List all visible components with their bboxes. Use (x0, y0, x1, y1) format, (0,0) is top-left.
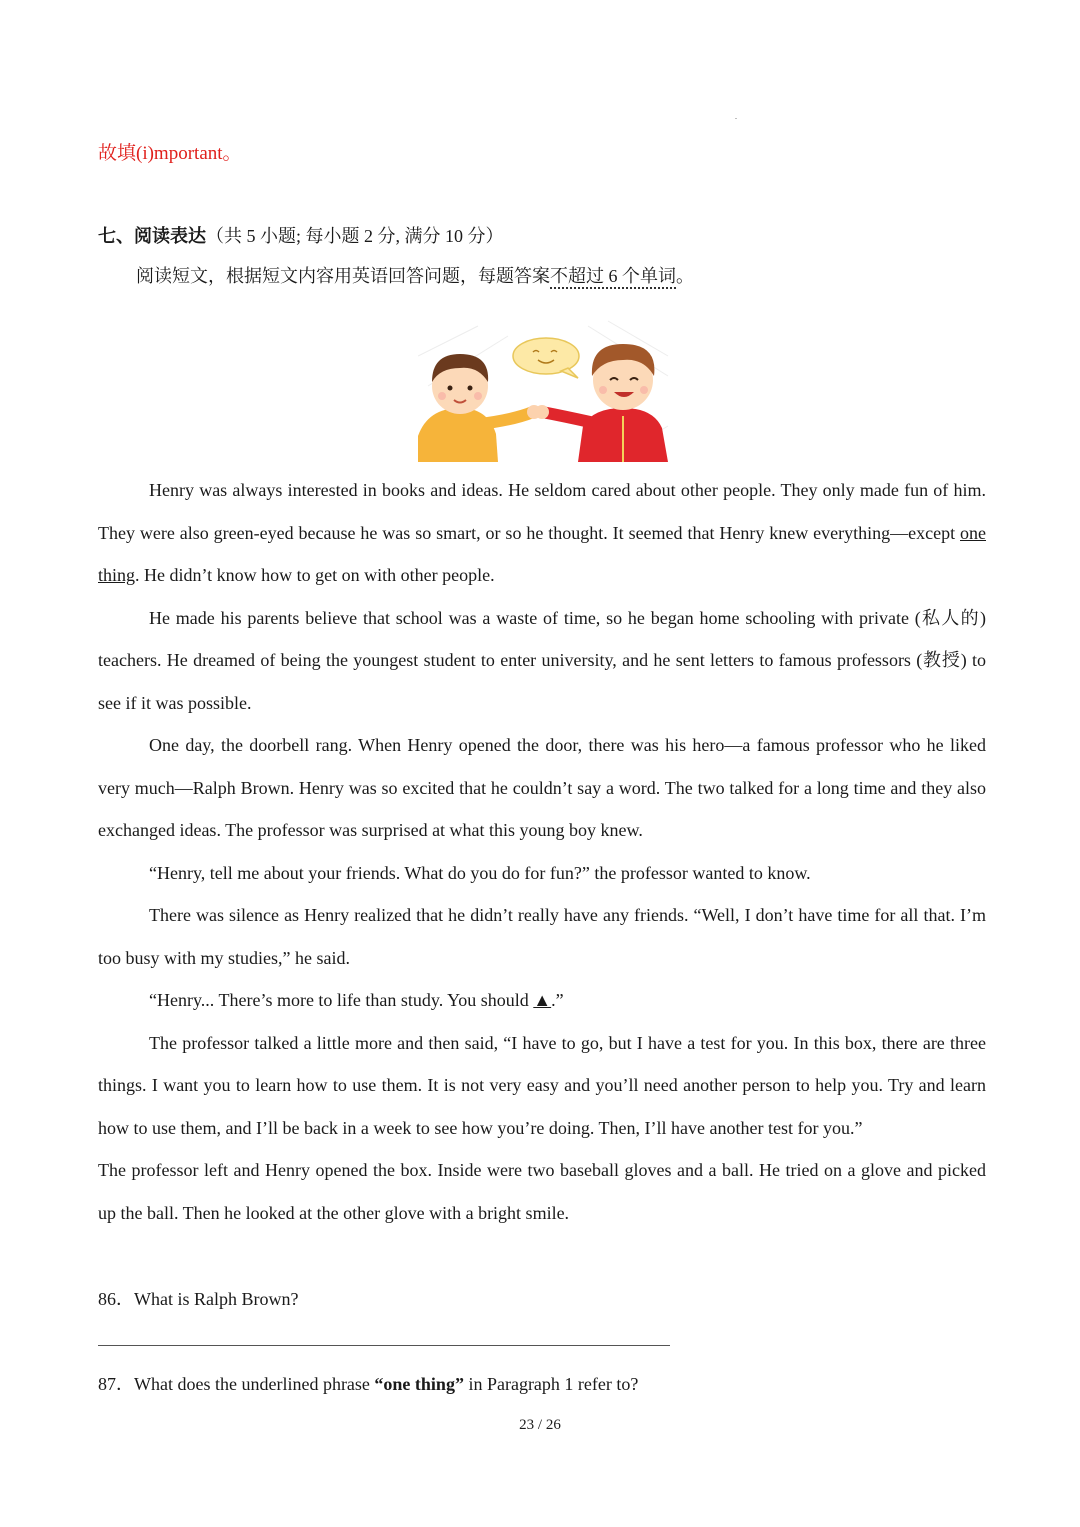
instruction-emphasis: 不超过 6 个单词 (550, 266, 676, 286)
section-heading (98, 222, 504, 248)
two-boys-illustration (418, 316, 670, 462)
q87-text-b: in Paragraph 1 refer to? (463, 1374, 639, 1394)
paragraph-1 (98, 469, 986, 597)
answer-note: 故填(i)mportant。 (98, 143, 242, 164)
instruction-text: 阅读短文，根据短文内容用英语回答问题，每题答案 (136, 266, 550, 286)
q87-text-a: 87．What does the underlined phrase (98, 1374, 375, 1394)
p1-text-a: Henry was always interested in books and ideas. He seldom cared about other people. They only made fun of him. They were also green-eyed because he was so smart, or so he thought. It seemed that Henry knew everything—except (98, 480, 986, 543)
question-87 (98, 1370, 638, 1396)
section-scoring: （共 5 小题; 每小题 2 分, 满分 10 分） (206, 226, 504, 246)
p1-text-b: . He didn’t know how to get on with other people. (135, 565, 495, 585)
p6-text-b: .” (551, 990, 564, 1010)
question-86: 86．What is Ralph Brown? (98, 1289, 299, 1309)
q87-bold-phrase: “one thing” (374, 1374, 464, 1394)
paragraph-2: He made his parents believe that school was a waste of time, so he began home schooling with private (私人的) teachers. He dreamed of being the youngest student to enter university, and he sent letters to famous professors (教授) to see if it was possible. (98, 607, 986, 713)
paragraph-8: The professor left and Henry opened the box. Inside were two baseball gloves and a ball. He tried on a glove and picked up the ball. Then he looked at the other glove with a bright smile. (98, 1160, 986, 1223)
paragraph-6 (98, 979, 986, 1022)
page-number: 23 / 26 (519, 1417, 561, 1433)
paragraph-7: The professor talked a little more and then said, “I have to go, but I have a test for you. In this box, there are three things. I want you to learn how to use them. It is not very easy and you’ll need another person to help you. Try and learn how to use them, and I’ll be back in a week to see how you’re doing. Then, I’ll have another test for you.” (98, 1032, 986, 1138)
p6-text-a: “Henry... There’s more to life than study. You should (149, 990, 534, 1010)
stray-dot: . (735, 112, 737, 121)
blank-triangle: ▲ (533, 990, 552, 1010)
paragraph-3: One day, the doorbell rang. When Henry opened the door, there was his hero—a famous professor who he liked very much—Ralph Brown. Henry was so excited that he couldn’t say a word. The two talked for a long time and they also exchanged ideas. The professor was surprised at what this young boy knew. (98, 735, 986, 840)
passage (98, 469, 986, 1234)
answer-line-86[interactable] (98, 1345, 670, 1346)
instruction-end: 。 (676, 266, 694, 286)
section-title: 七、阅读表达 (98, 226, 206, 246)
paragraph-5: There was silence as Henry realized that he didn’t really have any friends. “Well, I don’t have time for all that. I’m too busy with my studies,” he said. (98, 905, 986, 968)
instruction (136, 262, 694, 288)
paragraph-4: “Henry, tell me about your friends. What do you do for fun?” the professor wanted to know. (149, 862, 811, 883)
underlined-one-thing: one thing (98, 522, 986, 585)
